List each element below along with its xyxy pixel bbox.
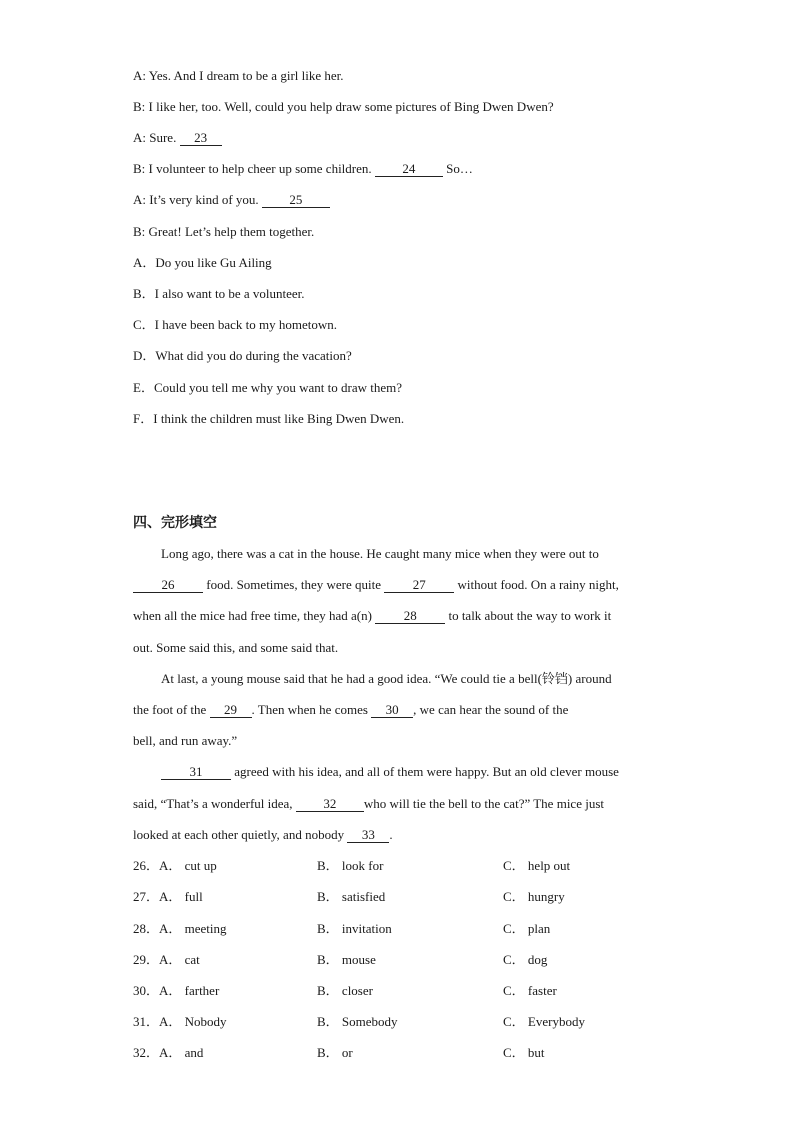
- passage-text: said, “That’s a wonderful idea,: [133, 796, 296, 811]
- speaker: B:: [133, 161, 146, 176]
- question-row-30: [133, 982, 693, 1000]
- option-a[interactable]: A． full: [159, 889, 203, 904]
- choice-a: [133, 254, 272, 272]
- passage-line: out. Some said this, and some said that.: [133, 640, 339, 655]
- dialogue-line-6: [133, 223, 314, 241]
- passage-text: , we can hear the sound of the: [413, 702, 569, 717]
- choice-d: [133, 347, 352, 365]
- answer-blank-28[interactable]: 28: [375, 609, 445, 624]
- passage-text: . Then when he comes: [251, 702, 372, 717]
- question-number: 30．: [133, 983, 160, 998]
- passage-line: [133, 701, 568, 719]
- option-b[interactable]: B． invitation: [317, 921, 392, 936]
- question-number: 28．: [133, 921, 160, 936]
- passage-text: to talk about the way to work it: [445, 608, 612, 623]
- passage-line: [133, 576, 619, 594]
- choice-b: [133, 285, 305, 303]
- passage-line: [133, 795, 604, 813]
- passage-text: the foot of the: [133, 702, 210, 717]
- dialogue-line-4: [133, 160, 473, 178]
- passage-text: who will tie the bell to the cat?” The mice just: [363, 796, 605, 811]
- passage-line: [133, 826, 393, 844]
- dialogue-text: I volunteer to help cheer up some children.: [148, 161, 375, 176]
- option-a[interactable]: A． meeting: [159, 921, 227, 936]
- answer-blank-27[interactable]: 27: [384, 578, 454, 593]
- answer-blank-29[interactable]: 29: [210, 703, 252, 718]
- question-number: 27．: [133, 889, 160, 904]
- question-number: 31．: [133, 1014, 160, 1029]
- passage-text: looked at each other quietly, and nobody: [133, 827, 348, 842]
- passage-text: food. Sometimes, they were quite: [203, 577, 385, 592]
- question-row-31: [133, 1013, 693, 1031]
- speaker: A:: [133, 130, 146, 145]
- section-title: 四、完形填空: [133, 515, 217, 531]
- answer-blank-24[interactable]: 24: [375, 162, 443, 177]
- option-c[interactable]: C． help out: [503, 858, 571, 873]
- choice-letter: C．: [133, 317, 155, 332]
- answer-blank-25[interactable]: 25: [262, 193, 330, 208]
- option-b[interactable]: B． closer: [317, 983, 373, 998]
- answer-blank-23[interactable]: 23: [180, 131, 222, 146]
- question-row-27: [133, 888, 693, 906]
- option-b[interactable]: B． Somebody: [317, 1014, 398, 1029]
- choice-text: I have been back to my hometown.: [154, 317, 337, 332]
- answer-blank-33[interactable]: 33: [347, 828, 389, 843]
- option-c[interactable]: C． faster: [503, 983, 557, 998]
- question-row-32: [133, 1044, 693, 1062]
- option-c[interactable]: C． but: [503, 1045, 545, 1060]
- option-b[interactable]: B． look for: [317, 858, 384, 873]
- passage-line: At last, a young mouse said that he had a good idea. “We could tie a bell(铃铛) around: [161, 671, 612, 686]
- choice-letter: B．: [133, 286, 155, 301]
- dialogue-text: I like her, too. Well, could you help draw some pictures of Bing Dwen Dwen?: [148, 99, 554, 114]
- option-b[interactable]: B． mouse: [317, 952, 376, 967]
- question-row-26: [133, 857, 693, 875]
- dialogue-text: It’s very kind of you.: [149, 192, 262, 207]
- option-a[interactable]: A． and: [159, 1045, 204, 1060]
- question-number: 32．: [133, 1045, 160, 1060]
- dialogue-text: So…: [446, 161, 473, 176]
- question-number: 26．: [133, 858, 160, 873]
- speaker: B:: [133, 224, 146, 239]
- dialogue-text: Yes. And I dream to be a girl like her.: [148, 68, 344, 83]
- choice-text: I think the children must like Bing Dwen Dwen.: [153, 411, 405, 426]
- dialogue-line-3: [133, 129, 222, 147]
- option-c[interactable]: C． plan: [503, 921, 551, 936]
- option-a[interactable]: A． Nobody: [159, 1014, 227, 1029]
- passage-text: .: [389, 827, 393, 842]
- speaker: A:: [133, 192, 146, 207]
- question-row-28: [133, 920, 693, 938]
- choice-text: Do you like Gu Ailing: [155, 255, 272, 270]
- passage-text: when all the mice had free time, they had a(n): [133, 608, 376, 623]
- option-a[interactable]: A． cat: [159, 952, 200, 967]
- passage-line: [161, 763, 619, 781]
- choice-letter: A．: [133, 255, 156, 270]
- dialogue-line-5: [133, 191, 330, 209]
- dialogue-text: Great! Let’s help them together.: [148, 224, 315, 239]
- passage-text: without food. On a rainy night,: [454, 577, 619, 592]
- option-c[interactable]: C． dog: [503, 952, 548, 967]
- passage-line: [133, 607, 611, 625]
- choice-e: [133, 379, 402, 397]
- choice-text: What did you do during the vacation?: [155, 348, 352, 363]
- passage-line: Long ago, there was a cat in the house. He caught many mice when they were out to: [161, 546, 599, 561]
- passage-line: bell, and run away.”: [133, 733, 238, 748]
- dialogue-text: Sure.: [149, 130, 180, 145]
- option-a[interactable]: A． cut up: [159, 858, 217, 873]
- question-row-29: [133, 951, 693, 969]
- choice-letter: F．: [133, 411, 154, 426]
- choice-c: [133, 316, 337, 334]
- option-c[interactable]: C． hungry: [503, 889, 565, 904]
- passage-text: agreed with his idea, and all of them were happy. But an old clever mouse: [231, 764, 619, 779]
- answer-blank-32[interactable]: 32: [296, 797, 364, 812]
- answer-blank-31[interactable]: 31: [161, 765, 231, 780]
- choice-f: [133, 410, 404, 428]
- option-b[interactable]: B． satisfied: [317, 889, 386, 904]
- answer-blank-26[interactable]: 26: [133, 578, 203, 593]
- choice-text: Could you tell me why you want to draw them?: [153, 380, 402, 395]
- choice-text: I also want to be a volunteer.: [154, 286, 305, 301]
- choice-letter: D．: [133, 348, 156, 363]
- option-a[interactable]: A． farther: [159, 983, 220, 998]
- option-b[interactable]: B． or: [317, 1045, 353, 1060]
- option-c[interactable]: C． Everybody: [503, 1014, 585, 1029]
- dialogue-line-2: [133, 98, 554, 116]
- dialogue-line-1: [133, 67, 344, 85]
- answer-blank-30[interactable]: 30: [371, 703, 413, 718]
- question-number: 29．: [133, 952, 160, 967]
- speaker: A:: [133, 68, 146, 83]
- speaker: B:: [133, 99, 146, 114]
- choice-letter: E．: [133, 380, 154, 395]
